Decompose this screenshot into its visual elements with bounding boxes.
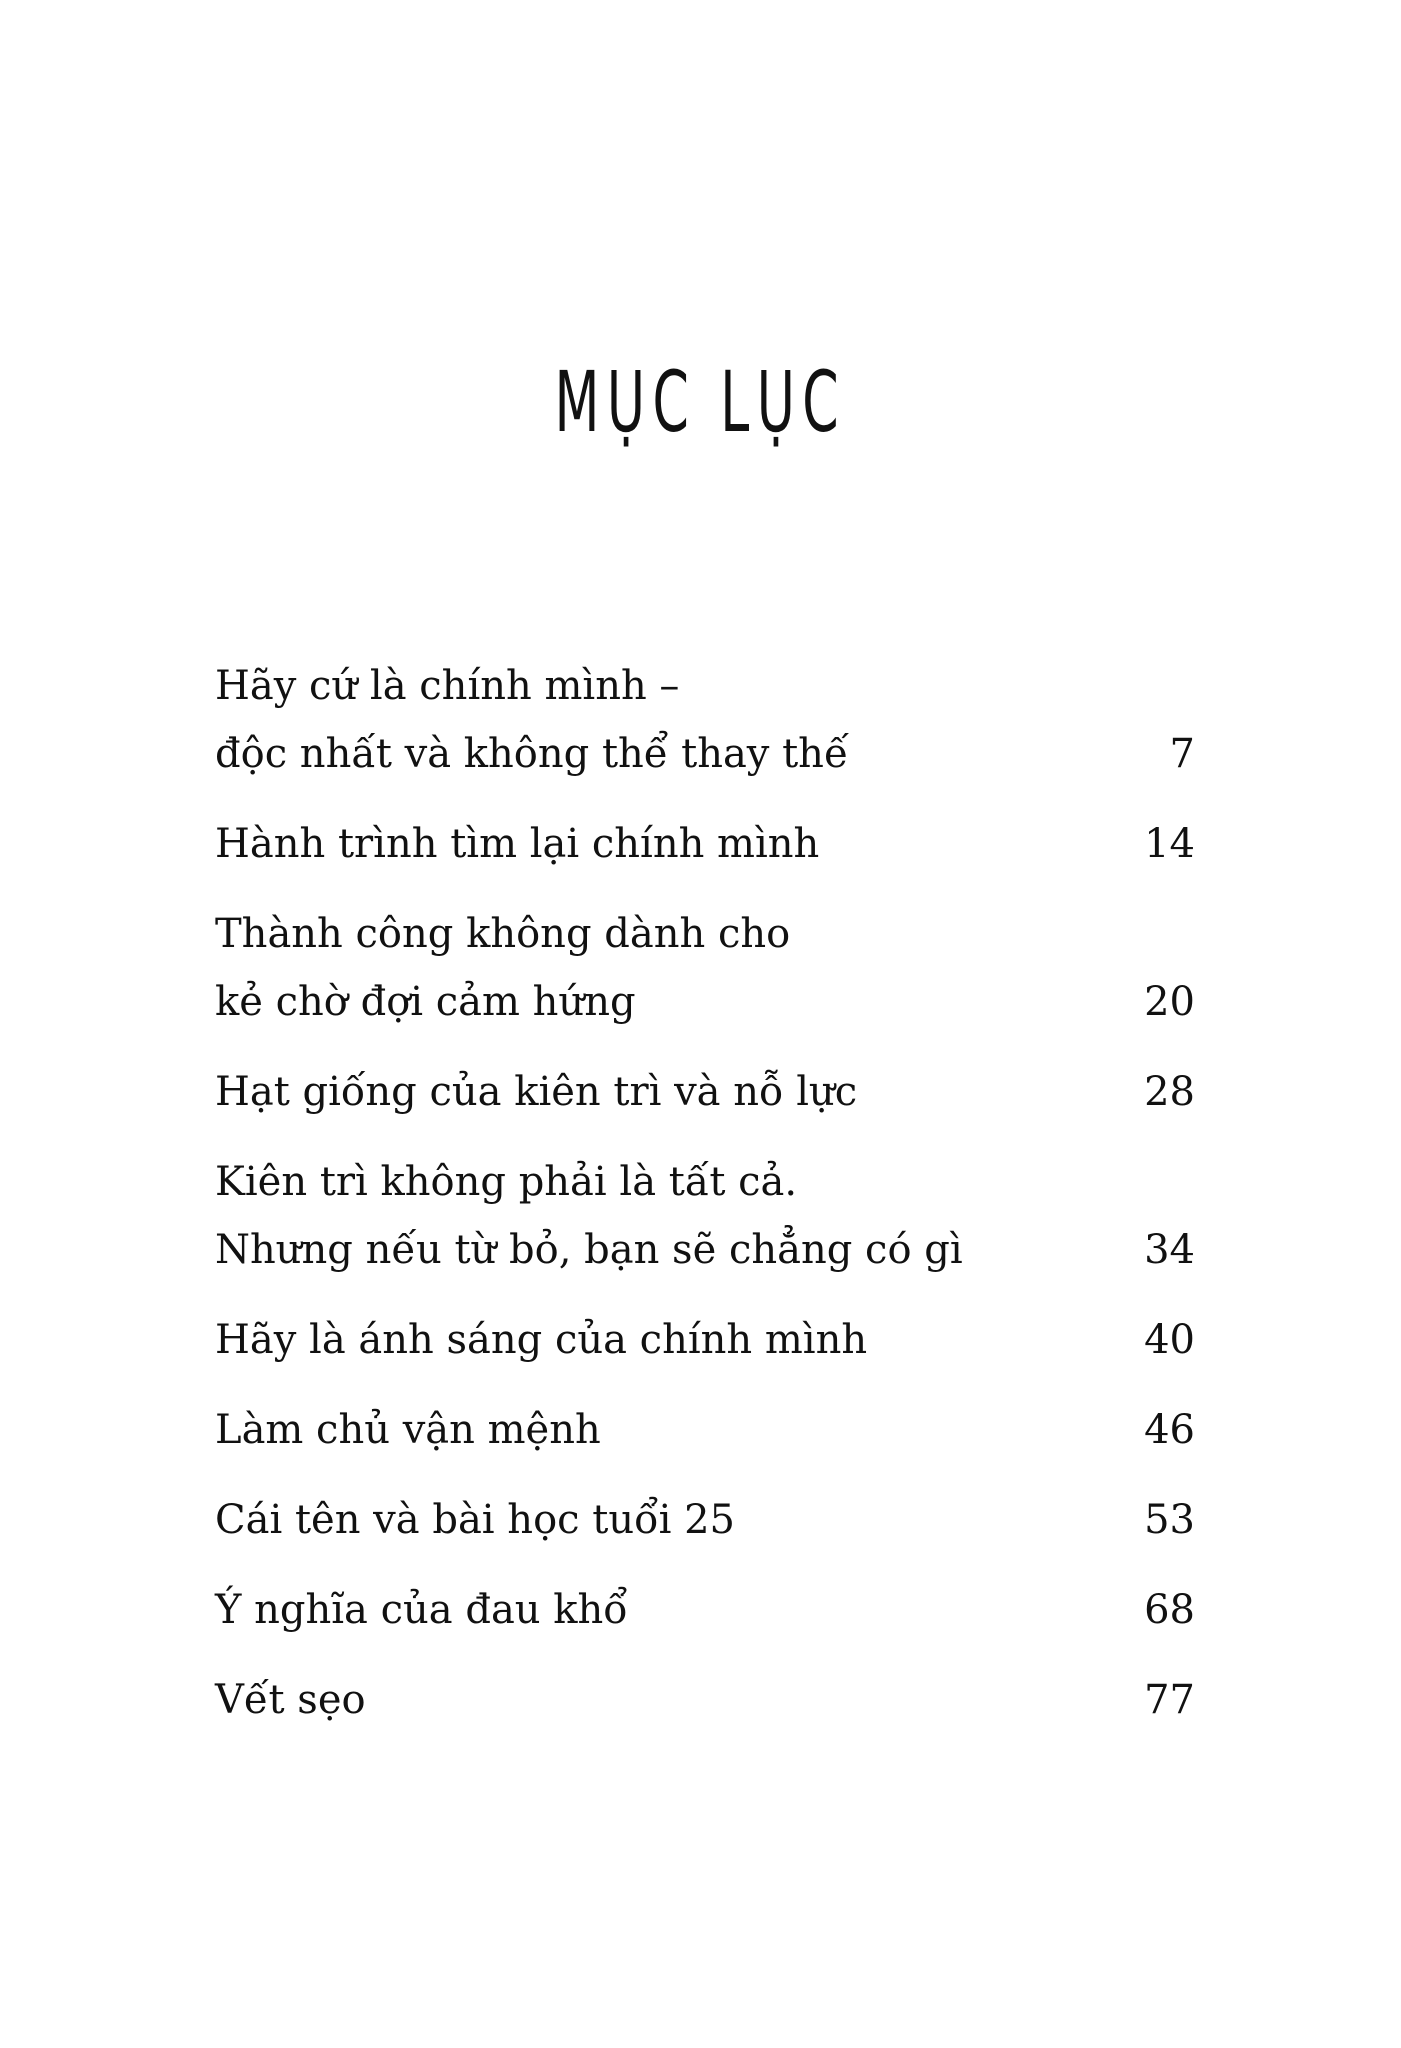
toc-entry-title: [215, 1306, 1195, 1374]
toc-entry-title: [215, 1058, 1195, 1126]
toc-page-number: 46: [1144, 1407, 1195, 1453]
toc-entry: [215, 810, 1195, 878]
toc-entry: [215, 1486, 1195, 1554]
toc-page-number: 20: [1144, 979, 1195, 1025]
table-of-contents: [215, 652, 1195, 1756]
toc-entry-title: [215, 1148, 1195, 1284]
toc-entry-title: [215, 810, 1195, 878]
toc-entry-line: Hạt giống của kiên trì và nỗ lực: [215, 1069, 858, 1115]
toc-entry-line: Nhưng nếu từ bỏ, bạn sẽ chẳng có gì: [215, 1227, 963, 1273]
page-title: MỤC LỤC: [554, 353, 847, 451]
toc-page-number: 34: [1144, 1227, 1195, 1273]
toc-page-number: 28: [1144, 1069, 1195, 1115]
toc-entry-title: [215, 1666, 1195, 1734]
toc-entry: [215, 1576, 1195, 1644]
toc-entry-line: Cái tên và bài học tuổi 25: [215, 1497, 735, 1543]
toc-entry-title: [215, 900, 1195, 1036]
toc-entry: [215, 1148, 1195, 1284]
toc-entry-line: Kiên trì không phải là tất cả.: [215, 1159, 798, 1205]
toc-entry-line: Hành trình tìm lại chính mình: [215, 821, 820, 867]
toc-entry-line: Ý nghĩa của đau khổ: [215, 1587, 628, 1633]
toc-entry-title: [215, 652, 1195, 788]
toc-page-number: 40: [1144, 1317, 1195, 1363]
toc-entry: [215, 900, 1195, 1036]
toc-page-number: 53: [1144, 1497, 1195, 1543]
toc-entry: [215, 1306, 1195, 1374]
toc-entry-title: [215, 1576, 1195, 1644]
toc-page-number: 68: [1144, 1587, 1195, 1633]
toc-entry-line: Làm chủ vận mệnh: [215, 1407, 601, 1453]
toc-page-number: 14: [1144, 821, 1195, 867]
toc-entry-line: Hãy là ánh sáng của chính mình: [215, 1317, 868, 1363]
toc-page-number: 7: [1169, 731, 1195, 777]
toc-entry-title: [215, 1396, 1195, 1464]
toc-entry-line: độc nhất và không thể thay thế: [215, 731, 849, 777]
toc-entry-line: kẻ chờ đợi cảm hứng: [215, 979, 636, 1025]
toc-entry-title: [215, 1486, 1195, 1554]
toc-entry-line: Thành công không dành cho: [215, 911, 791, 957]
toc-entry: [215, 1666, 1195, 1734]
toc-page-number: 77: [1144, 1677, 1195, 1723]
toc-entry: [215, 652, 1195, 788]
toc-entry-line: Hãy cứ là chính mình –: [215, 663, 680, 709]
toc-entry: [215, 1058, 1195, 1126]
toc-entry: [215, 1396, 1195, 1464]
toc-entry-line: Vết sẹo: [215, 1677, 366, 1723]
